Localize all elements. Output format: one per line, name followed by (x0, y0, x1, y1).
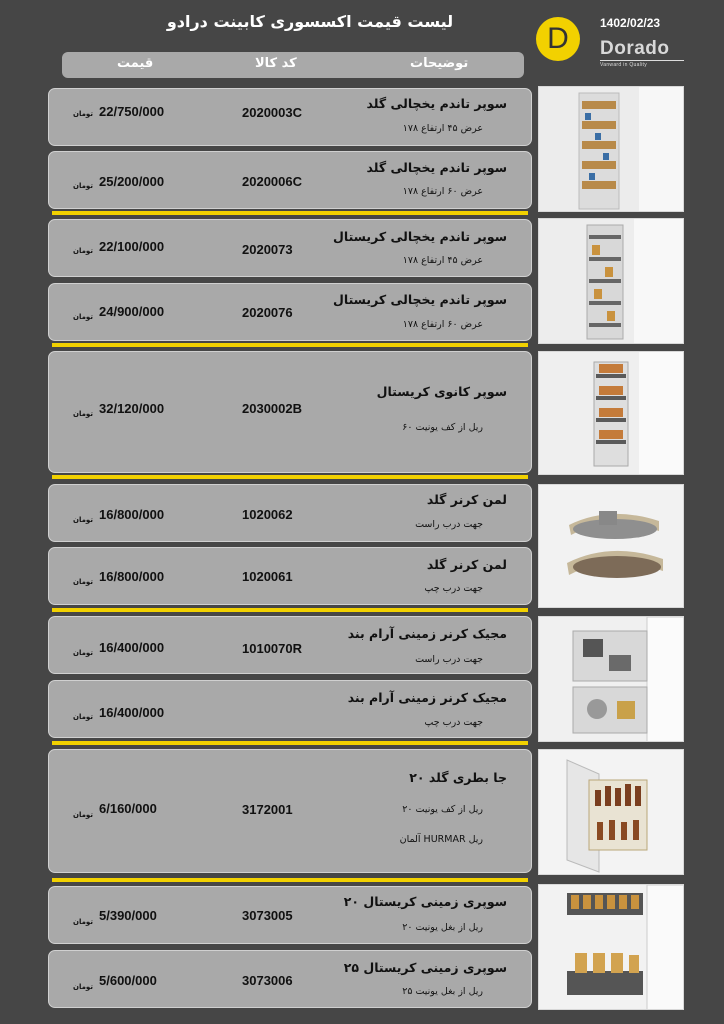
item-price: 6/160/000 (99, 801, 157, 816)
list-item (48, 680, 532, 738)
item-price: 16/400/000 (99, 640, 165, 655)
item-code: 2020003C (242, 105, 302, 120)
currency-label: تومان (73, 983, 93, 991)
list-item (48, 950, 532, 1008)
currency-label: تومان (73, 516, 93, 524)
item-subtitle: جهت درب چپ (424, 583, 483, 594)
list-item (48, 547, 532, 605)
item-price: 16/800/000 (99, 507, 165, 522)
item-title: سوپری زمینی کریستال ۲۵ (343, 960, 507, 975)
item-price: 22/750/000 (99, 104, 165, 119)
currency-label: تومان (73, 110, 93, 118)
item-code: 1020061 (242, 569, 293, 584)
item-subtitle: ریل از کف یونیت ۲۰ (402, 804, 483, 815)
pantry-gold-illustration (539, 87, 684, 212)
list-item (48, 484, 532, 542)
list-item (48, 886, 532, 944)
item-subtitle: ریل از بغل یونیت ۲۵ (402, 986, 483, 997)
product-photo-tall-pantry (538, 86, 684, 212)
item-subtitle: عرض ۴۵ ارتفاع ۱۷۸ (402, 255, 483, 266)
item-title: جا بطری گلد ۲۰ (409, 770, 507, 785)
item-subtitle: جهت درب راست (415, 519, 483, 530)
item-title: سوپر تاندم یخچالی کریستال (333, 229, 507, 244)
item-title: سوپر تاندم یخچالی کریستال (333, 292, 507, 307)
product-photo-lemans (538, 484, 684, 608)
item-subtitle: عرض ۶۰ ارتفاع ۱۷۸ (402, 319, 483, 330)
item-title: لمن کرنر گلد (426, 492, 507, 507)
item-subtitle: عرض ۶۰ ارتفاع ۱۷۸ (402, 186, 483, 197)
item-price: 16/800/000 (99, 569, 165, 584)
item-title: لمن کرنر گلد (426, 557, 507, 572)
separator (52, 608, 528, 612)
list-item (48, 88, 532, 146)
logo-badge: D (536, 17, 580, 61)
base-pullout-illustration (539, 885, 684, 1010)
list-item (48, 151, 532, 209)
item-price: 5/390/000 (99, 908, 157, 923)
magic-corner-illustration (539, 617, 684, 742)
bottle-rack-illustration (539, 750, 684, 875)
currency-label: تومان (73, 918, 93, 926)
pantry-crystal-illustration (539, 219, 684, 344)
item-title: مجیک کرنر زمینی آرام بند (347, 626, 507, 641)
product-photo-base-pullout (538, 884, 684, 1010)
currency-label: تومان (73, 182, 93, 190)
item-subtitle: جهت درب چپ (424, 717, 483, 728)
list-item (48, 749, 532, 873)
currency-label: تومان (73, 247, 93, 255)
currency-label: تومان (73, 578, 93, 586)
currency-label: تومان (73, 713, 93, 721)
product-photo-convoy (538, 351, 684, 475)
item-code: 2020073 (242, 242, 293, 257)
item-title: سوپر تاندم یخچالی گلد (366, 160, 507, 175)
item-price: 5/600/000 (99, 973, 157, 988)
list-item (48, 283, 532, 341)
item-price: 32/120/000 (99, 401, 165, 416)
logo-name: Dorado (600, 38, 670, 59)
item-code: 3073006 (242, 973, 293, 988)
convoy-illustration (539, 352, 684, 475)
item-code: 2020076 (242, 305, 293, 320)
item-subtitle: ریل از کف یونیت ۶۰ (402, 422, 483, 433)
separator (52, 475, 528, 479)
separator (52, 211, 528, 215)
item-title: سوپری زمینی کریستال ۲۰ (343, 894, 507, 909)
item-title: سوپر کانوی کریستال (376, 384, 507, 399)
item-code: 1010070R (242, 641, 302, 656)
date-label: 1402/02/23 (600, 16, 661, 30)
item-price: 16/400/000 (99, 705, 165, 720)
separator (52, 343, 528, 347)
separator (52, 878, 528, 882)
item-code: 2020006C (242, 174, 302, 189)
item-code: 3172001 (242, 802, 293, 817)
item-title: سوپر تاندم یخچالی گلد (366, 96, 507, 111)
product-photo-bottle-rack (538, 749, 684, 875)
header-price: قیمت (117, 56, 154, 71)
logo-tagline: Vanward in Quality (600, 60, 684, 68)
currency-label: تومان (73, 313, 93, 321)
separator (52, 741, 528, 745)
item-title: مجیک کرنر زمینی آرام بند (347, 690, 507, 705)
item-price: 24/900/000 (99, 304, 165, 319)
product-photo-tall-crystal (538, 218, 684, 344)
item-subtitle: عرض ۴۵ ارتفاع ۱۷۸ (402, 123, 483, 134)
header-description: توضیحات (410, 56, 469, 71)
item-code: 3073005 (242, 908, 293, 923)
column-header (62, 52, 524, 78)
currency-label: تومان (73, 410, 93, 418)
header-code: کد کالا (255, 56, 297, 71)
item-code: 1020062 (242, 507, 293, 522)
item-price: 22/100/000 (99, 239, 165, 254)
currency-label: تومان (73, 649, 93, 657)
product-photo-magic-corner (538, 616, 684, 742)
page-title: لیست قیمت اکسسوری کابینت درادو (166, 12, 454, 31)
list-item (48, 616, 532, 674)
list-item (48, 219, 532, 277)
item-subtitle: ریل از بغل یونیت ۲۰ (402, 922, 483, 933)
list-item (48, 351, 532, 473)
item-price: 25/200/000 (99, 174, 165, 189)
item-code: 2030002B (242, 401, 302, 416)
item-subtitle: جهت درب راست (415, 654, 483, 665)
lemans-corner-illustration (539, 485, 684, 608)
currency-label: تومان (73, 811, 93, 819)
item-subtitle-2: ریل HURMAR آلمان (399, 834, 483, 845)
